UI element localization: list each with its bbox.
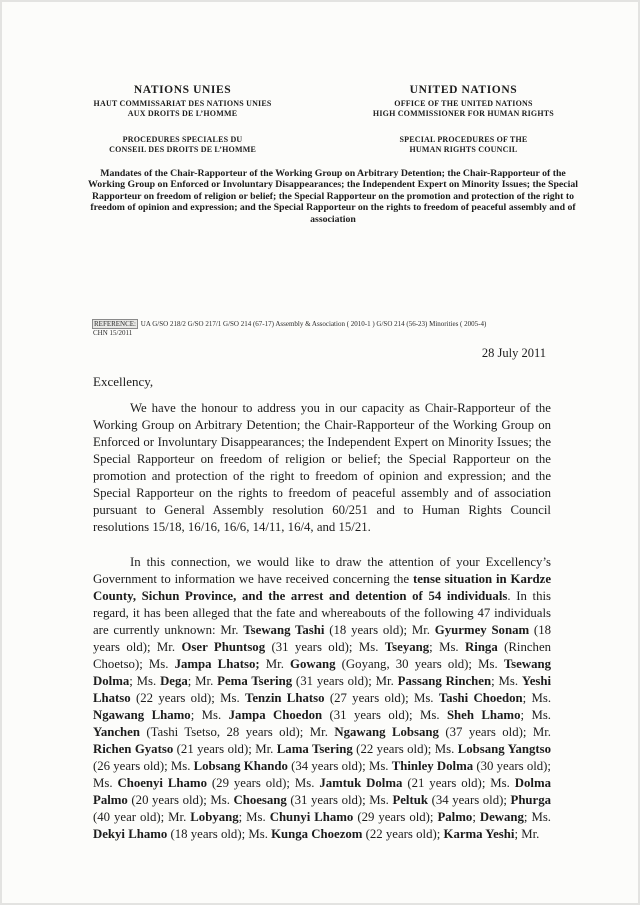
letterhead-en-office-line1: OFFICE OF THE UNITED NATIONS: [394, 99, 533, 108]
paragraph-allegations: In this connection, we would like to draw the attention of your Excellency’s Government to information we have received concerning the tense situation in Kardze County, Sichun Province, and the arrest and detention of 54 individuals. In this regard, it has been alleged that the fate and whereabouts of the following 47 individuals are currently unknown: Mr. Tsewang Tashi (18 years old); Mr. Gyurmey Sonam (18 years old); Mr. Oser Phuntsog (31 years old); Ms. Tseyang; Ms. Ringa (Rinchen Choetso); Ms. Jampa Lhatso; Mr. Gowang (Goyang, 30 years old); Ms. Tsewang Dolma; Ms. Dega; Mr. Pema Tsering (31 years old); Mr. Passang Rinchen; Ms. Yeshi Lhatso (22 years old); Ms. Tenzin Lhatso (27 years old); Ms. Tashi Choedon; Ms. Ngawang Lhamo; Ms. Jampa Choedon (31 years old); Ms. Sheh Lhamo; Ms. Yanchen (Tashi Tsetso, 28 years old); Mr. Ngawang Lobsang (37 years old); Mr. Richen Gyatso (21 years old); Mr. Lama Tsering (22 years old); Ms. Lobsang Yangtso (26 years old); Ms. Lobsang Khando (34 years old); Ms. Thinley Dolma (30 years old); Ms. Choenyi Lhamo (29 years old); Ms. Jamtuk Dolma (21 years old); Ms. Dolma Palmo (20 years old); Ms. Choesang (31 years old); Ms. Peltuk (34 years old); Phurga (40 year old); Mr. Lobyang; Ms. Chunyi Lhamo (29 years old); Palmo; Dewang; Ms. Dekyi Lhamo (18 years old); Ms. Kunga Choezom (22 years old); Karma Yeshi; Mr.: [93, 555, 552, 841]
letterhead-en-office-line2: HIGH COMMISSIONER FOR HUMAN RIGHTS: [372, 108, 554, 118]
nations-unies-title: NATIONS UNIES: [133, 84, 232, 96]
letterhead: [58, 84, 588, 154]
reference-label: REFERENCE:: [94, 320, 137, 328]
letterhead-en-procedures-line2: HUMAN RIGHTS COUNCIL: [409, 144, 518, 154]
letterhead-english: [339, 84, 588, 154]
reference-block: [93, 320, 546, 338]
letterhead-fr-office-line1: HAUT COMMISSARIAT DES NATIONS UNIES: [93, 99, 272, 108]
reference-case-number: CHN 15/2011: [93, 329, 133, 337]
letterhead-fr-procedures-line2: CONSEIL DES DROITS DE L’HOMME: [109, 144, 256, 154]
letterhead-fr-office-line2: AUX DROITS DE L’HOMME: [127, 108, 238, 118]
letterhead-fr-procedures-line1: PROCEDURES SPECIALES DU: [122, 135, 243, 144]
united-nations-title: UNITED NATIONS: [409, 84, 518, 96]
letterhead-french: [58, 84, 307, 154]
reference-codes: UA G/SO 218/2 G/SO 217/1 G/SO 214 (67-17) Assembly & Association ( 2010-1 ) G/SO 214 (56-23) Minorities ( 2005-4): [140, 320, 487, 328]
mandates-paragraph: Mandates of the Chair-Rapporteur of the Working Group on Arbitrary Detention; the Chair-Rapporteur of the Working Group on Enforced or Involuntary Disappearances; the Independent Expert on Minority Issues; the Special Rapporteur on freedom of religion or belief; the Special Rapporteur on the promotion and protection of the right to freedom of opinion and expression; and the Special Rapporteur on the rights to freedom of peaceful assembly and of association: [88, 168, 578, 225]
letterhead-en-procedures-line1: SPECIAL PROCEDURES OF THE: [399, 135, 528, 144]
letter-date: 28 July 2011: [481, 346, 546, 360]
salutation: Excellency,: [93, 374, 154, 389]
paragraph-mandate-intro: We have the honour to address you in our capacity as Chair-Rapporteur of the Working Group on Arbitrary Detention; the Chair-Rapporteur of the Working Group on Enforced or Involuntary Disappearances; the Independent Expert on Minority Issues; the Special Rapporteur on freedom of religion or belief; the Special Rapporteur on the promotion and protection of the right to freedom of opinion and expression; and the Special Rapporteur on the rights to freedom of peaceful assembly and of association pursuant to General Assembly resolution 60/251 and to Human Rights Council resolutions 15/18, 16/16, 16/6, 14/11, 16/4, and 15/21.: [93, 401, 551, 534]
